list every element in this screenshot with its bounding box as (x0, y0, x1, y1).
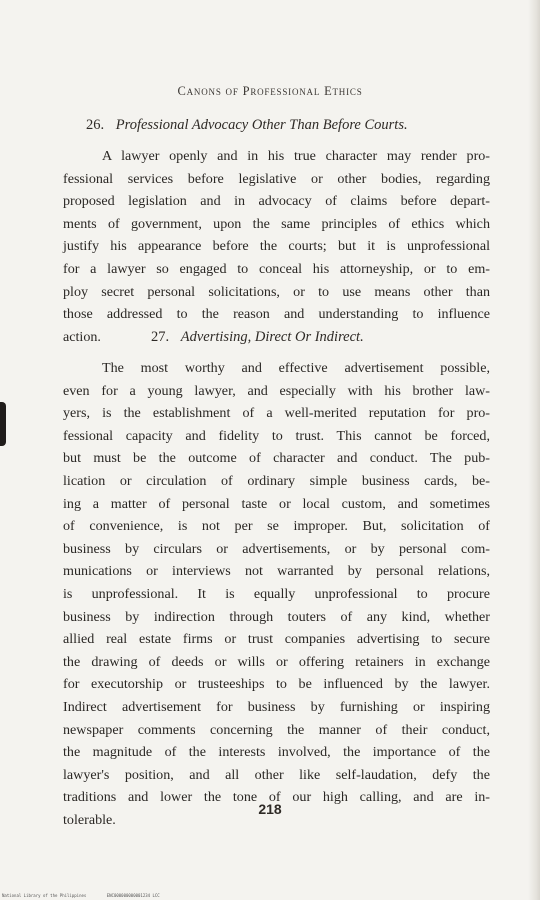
running-head: Canons of Professional Ethics (177, 84, 363, 98)
paragraph-line: Indirect advertisement for business by furnishing or inspiring (63, 698, 490, 715)
paragraph-line: fessional capacity and fidelity to trust. This cannot be forced, (63, 427, 490, 444)
binding-mark (0, 402, 6, 446)
paragraph-line: is unprofessional. It is equally unprofessional to procure (63, 585, 490, 602)
section-27-number: 27. (151, 329, 170, 345)
paragraph-line: yers, is the establishment of a well-merited reputation for pro- (63, 405, 490, 422)
paragraph-line: business by indirection through touters of any kind, whether (63, 608, 490, 625)
paragraph-line: justify his appearance before the courts; but it is unprofessional (63, 238, 490, 255)
paragraph-line: allied real estate firms or trust companies advertising to secure (63, 631, 490, 648)
section-27-heading (0, 329, 540, 346)
paragraph-line: the drawing of deeds or wills or offering retainers in exchange (63, 653, 490, 670)
paragraph-line: for a lawyer so engaged to conceal his attorneyship, or to em- (63, 260, 490, 277)
paragraph-line: business by circulars or advertisements, or by personal com- (63, 540, 490, 557)
paragraph-line: action. (63, 328, 101, 345)
section-26-heading (0, 117, 540, 134)
paragraph-line: The most worthy and effective advertisement possible, (102, 360, 490, 376)
section-26-title: Professional Advocacy Other Than Before Courts. (115, 117, 408, 133)
paragraph-line: A lawyer openly and in his true character may render pro- (102, 148, 490, 164)
section-26-paragraph (63, 145, 490, 348)
paragraph-line: fessional services before legislative or other bodies, regarding (63, 170, 490, 187)
paragraph-line: proposed legislation and in advocacy of claims before depart- (63, 193, 490, 210)
page-edge-shadow (528, 0, 540, 900)
paragraph-line: traditions and lower the tone of our high calling, and are in- (63, 789, 490, 806)
paragraph-line: the magnitude of the interests involved, the importance of the (63, 744, 490, 761)
paragraph-line: munications or interviews not warranted by personal relations, (63, 563, 490, 580)
paragraph-line: ploy secret personal solicitations, or to use means other than (63, 283, 490, 300)
paragraph-line: for executorship or trusteeships to be influenced by the lawyer. (63, 676, 490, 693)
digitization-stamp (2, 893, 178, 898)
paragraph-line: of convenience, is not per se improper. But, solicitation of (63, 518, 490, 535)
paragraph-line: lawyer's position, and all other like self-laudation, defy the (63, 766, 490, 783)
stamp-code: ENC000000000001234 LCC (106, 893, 160, 898)
paragraph-line: ing a matter of personal taste or local custom, and sometimes (63, 495, 490, 512)
section-27-title: Advertising, Direct Or Indirect. (180, 329, 364, 345)
section-27-paragraph (63, 357, 490, 831)
paragraph-line: those addressed to the reason and understanding to influence (63, 306, 490, 323)
paragraph-line: lication or circulation of ordinary simple business cards, be- (63, 472, 490, 489)
paragraph-line: ments of government, upon the same principles of ethics which (63, 215, 490, 232)
paragraph-line: even for a young lawyer, and especially with his brother law- (63, 382, 490, 399)
stamp-library: National Library of the Philippines (2, 893, 87, 898)
paragraph-line: newspaper comments concerning the manner of their conduct, (63, 721, 490, 738)
paragraph-line: tolerable. (63, 811, 116, 828)
page-number: 218 (258, 801, 282, 817)
section-26-number: 26. (86, 117, 105, 133)
paragraph-line: but must be the outcome of character and conduct. The pub- (63, 450, 490, 467)
